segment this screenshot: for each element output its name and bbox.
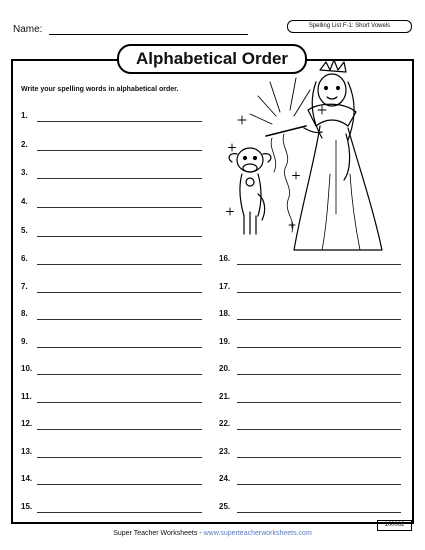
item-number: 24. <box>219 474 231 483</box>
answer-line[interactable] <box>237 402 401 403</box>
worksheet-code: 100062 <box>377 520 412 531</box>
footer-brand: Super Teacher Worksheets <box>113 530 198 537</box>
item-number: 23. <box>219 446 231 456</box>
answer-line[interactable] <box>237 457 401 458</box>
answer-line[interactable] <box>237 484 401 485</box>
item-number: 10. <box>21 364 33 373</box>
footer-url[interactable]: www.superteacherworksheets.com <box>203 530 312 537</box>
spelling-list-tag: Spelling List F-1: Short Vowels <box>287 20 412 33</box>
item-number: 13. <box>21 446 33 456</box>
item-number: 12. <box>21 419 33 428</box>
answer-line[interactable] <box>237 292 401 293</box>
answer-line[interactable] <box>37 292 202 293</box>
answer-line[interactable] <box>237 374 401 375</box>
answer-line[interactable] <box>37 347 202 348</box>
item-number: 18. <box>219 309 231 318</box>
answer-line[interactable] <box>37 319 202 320</box>
page-title: Alphabetical Order <box>117 44 307 74</box>
name-label: Name: <box>13 24 43 35</box>
answer-line[interactable] <box>37 457 202 458</box>
item-number: 25. <box>219 501 231 511</box>
item-number: 15. <box>21 501 33 511</box>
answer-line[interactable] <box>37 484 202 485</box>
item-number: 8. <box>21 309 28 318</box>
answer-line[interactable] <box>37 121 202 122</box>
name-line[interactable] <box>49 34 248 35</box>
item-number: 2. <box>21 139 28 149</box>
item-number: 21. <box>219 391 231 401</box>
answer-line[interactable] <box>237 264 401 265</box>
item-number: 14. <box>21 474 33 483</box>
item-number: 7. <box>21 281 28 291</box>
footer-separator: - <box>197 530 204 537</box>
answer-line[interactable] <box>237 319 401 320</box>
item-number: 16. <box>219 254 231 263</box>
princess-calf-illustration <box>210 54 415 254</box>
item-number: 6. <box>21 254 28 263</box>
item-number: 4. <box>21 197 28 207</box>
answer-line[interactable] <box>37 429 202 430</box>
item-number: 11. <box>21 391 32 401</box>
item-number: 19. <box>219 336 231 346</box>
answer-line[interactable] <box>37 512 202 513</box>
answer-line[interactable] <box>37 264 202 265</box>
answer-line[interactable] <box>37 236 202 237</box>
item-number: 5. <box>21 225 28 235</box>
answer-line[interactable] <box>237 512 401 513</box>
item-number: 22. <box>219 419 231 428</box>
item-number: 20. <box>219 364 231 373</box>
item-number: 17. <box>219 281 231 291</box>
answer-line[interactable] <box>37 207 202 208</box>
answer-line[interactable] <box>237 429 401 430</box>
instructions: Write your spelling words in alphabetical order. <box>21 86 179 93</box>
answer-line[interactable] <box>37 402 202 403</box>
answer-line[interactable] <box>37 178 202 179</box>
footer <box>0 530 425 537</box>
answer-line[interactable] <box>37 374 202 375</box>
answer-line[interactable] <box>237 347 401 348</box>
answer-line[interactable] <box>37 150 202 151</box>
item-number: 3. <box>21 168 28 178</box>
item-number: 9. <box>21 336 28 346</box>
item-number: 1. <box>21 111 28 120</box>
